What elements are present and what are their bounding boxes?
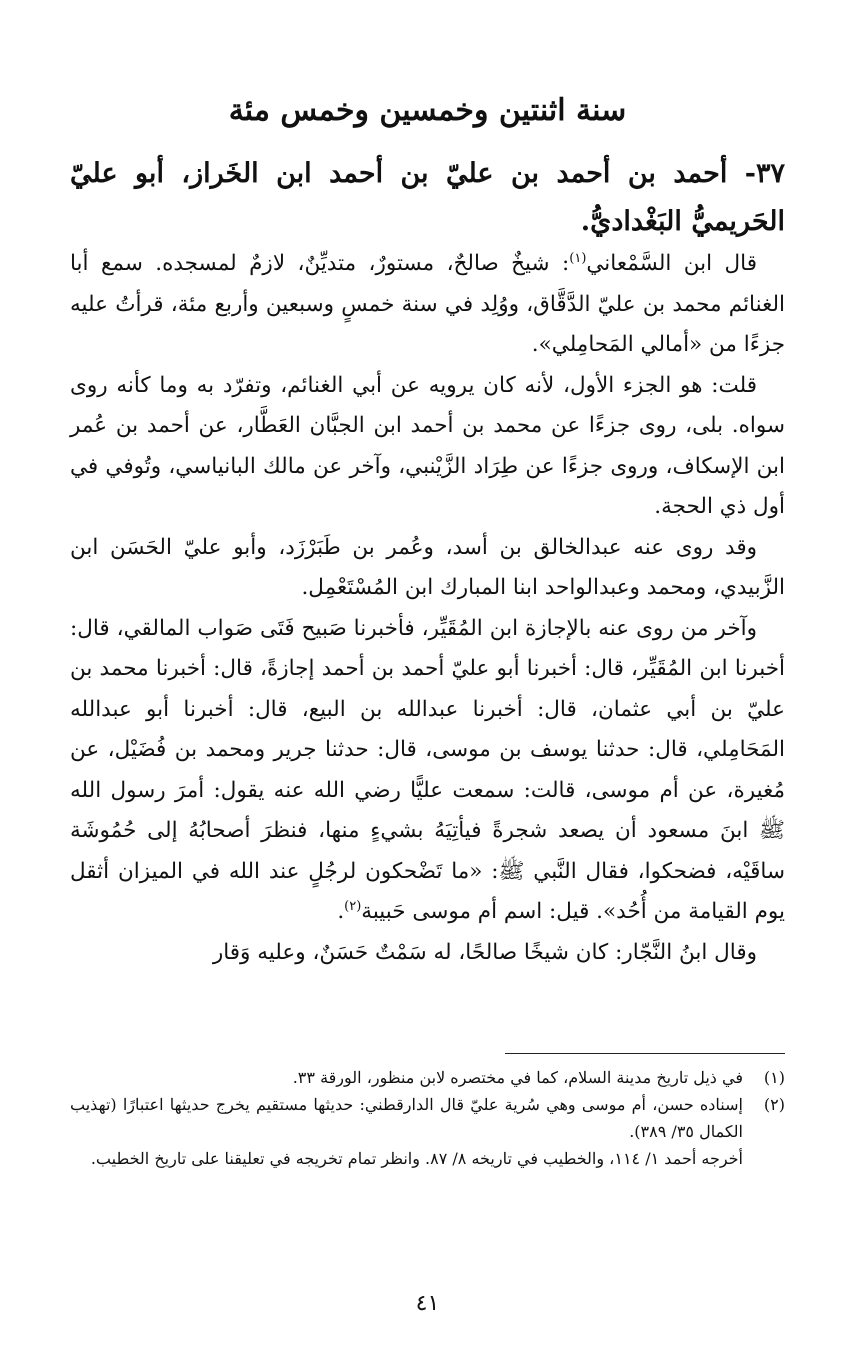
footnote-number: (١) xyxy=(763,1068,785,1087)
paragraph-text: قلت: هو الجزء الأول، لأنه كان يرويه عن أبي الغنائم، وتفرّد به وما كأنه روى سواه. بلى، روى جزءًا عن محمد بن أحمد ابن الجبَّان العَطَّار، عن أحمد بن عُمر ابن الإسكاف، وروى جزءًا عن طِرَاد الزَّيْنبي، وآخر عن مالك البانياسي، وتُوفي في أول ذي الحجة. xyxy=(70,372,785,519)
paragraph-text: قال ابن السَّمْعاني xyxy=(586,251,757,276)
paragraph-text: وقال ابنُ النَّجّار: كان شيخًا صالحًا، له سَمْتٌ حَسَنٌ، وعليه وَقار xyxy=(212,939,757,965)
paragraph-text: وآخر من روى عنه بالإجازة ابن المُقَيِّر، فأخبرنا صَبيح فَتَى صَواب المالقي، قال: أخبرنا ابن المُقَيِّر، قال: أخبرنا أبو عليّ أحمد بن أحمد إجازةً، قال: أخبرنا محمد بن عليّ بن أبي عثمان، قال: أخبرنا عبدالله بن البيع، قال: أخبرنا أبو عبدالله المَحَامِلي، قال: حدثنا يوسف بن موسى، قال: حدثنا جرير ومحمد بن فُضَيْل، عن مُغيرة، عن أم موسى، قالت: سمعت عليًّا رضي الله عنه يقول: أمرَ رسول الله ﷺ ابنَ مسعود أن يصعد شجرةً فيأتِيَهُ بشيءٍ منها، فنظرَ أصحابُهُ إلى حُمُوشَة ساقَيْه، فضحكوا، فقال النَّبي ﷺ: «ما تَضْحكون لرجُلٍ عند الله في الميزان أثقل يوم القيامة من أُحُد». قيل: اسم أم موسى حَبيبة xyxy=(70,615,785,924)
footnote-text: إسناده حسن، أم موسى وهي سُرية عليّ قال الدارقطني: حديثها مستقيم يخرج حديثها اعتبارًا (تهذيب الكمال ٣٥/ ٣٨٩). xyxy=(70,1095,743,1141)
paragraph-text: وقد روى عنه عبدالخالق بن أسد، وعُمر بن طَبَرْزَد، وأبو عليّ الحَسَن ابن الزَّبيدي، ومحمد وعبدالواحد ابنا المبارك ابن المُسْتَعْمِل. xyxy=(70,534,785,600)
paragraph-text: . xyxy=(337,899,345,924)
footnote-1 xyxy=(70,1064,785,1091)
page-number: ٤١ xyxy=(415,1291,440,1316)
paragraph-samani xyxy=(70,244,785,366)
paragraph-qultu xyxy=(70,366,785,528)
paragraph-najjar xyxy=(70,933,785,974)
paragraph-narrators xyxy=(70,528,785,609)
entry-name: أحمد بن أحمد بن عليّ بن أحمد ابن الخَراز، أبو عليّ الحَريميُّ البَغْداديُّ. xyxy=(70,158,785,237)
footnote-separator xyxy=(505,1053,785,1054)
book-page xyxy=(70,0,785,1369)
paragraph-text: : شيخٌ صالحٌ، مستورٌ، متديِّنٌ، لازمٌ لمسجده. سمع أبا الغنائم محمد بن عليّ الدَّقَّاق، ووُلِد في سنة خمسٍ وسبعين وأربع مئة، قرأتُ عليه جزءًا من «أمالي المَحامِلي». xyxy=(70,251,785,357)
footnotes xyxy=(70,1064,785,1172)
footnote-number: (٢) xyxy=(763,1095,785,1114)
body-text xyxy=(70,244,785,973)
paragraph-hadith xyxy=(70,609,785,933)
footnote-2 xyxy=(70,1091,785,1145)
entry-number: ٣٧- xyxy=(744,158,785,189)
footnote-ref-1: (١) xyxy=(569,250,587,266)
section-title: سنة اثنتين وخمسين وخمس مئة xyxy=(228,93,627,128)
footnote-text: في ذيل تاريخ مدينة السلام، كما في مختصره لابن منظور، الورقة ٣٣. xyxy=(292,1068,743,1087)
footnote-ref-2: (٢) xyxy=(344,898,362,914)
entry-heading xyxy=(70,150,785,246)
footnote-2-continuation: أخرجه أحمد ١/ ١١٤، والخطيب في تاريخه ٨/ ٨٧. وانظر تمام تخريجه في تعليقنا على تاريخ الخطيب. xyxy=(90,1149,743,1168)
